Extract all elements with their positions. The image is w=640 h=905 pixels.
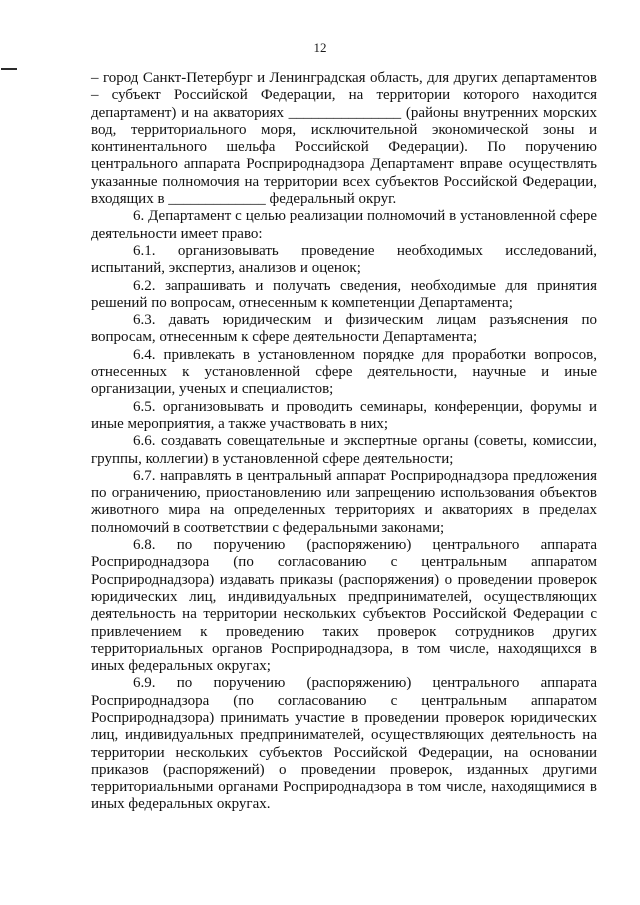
paragraph-6-9: 6.9. по поручению (распоряжению) центрального аппарата Росприроднадзора (по согласованию с центральным аппаратом Росприроднадзора) принимать участие в проведении проверок юридических лиц, индивидуальных предпринимателей, осуществляющих деятельность на территории нескольких субъектов Российской Федерации, на основании приказов (распоряжений) о проведении проверок, изданных другими территориальными органами Росприроднадзора в том числе, находящимися в иных федеральных округах.	[91, 675, 597, 813]
paragraph-6: 6. Департамент с целью реализации полномочий в установленной сфере деятельности имеет право:	[91, 208, 597, 242]
paragraph-6-5: 6.5. организовывать и проводить семинары, конференции, форумы и иные мероприятия, а также участвовать в них;	[91, 398, 597, 432]
paragraph-6-1: 6.1. организовывать проведение необходимых исследований, испытаний, экспертиз, анализов и оценок;	[91, 242, 597, 277]
paragraph-6-6: 6.6. создавать совещательные и экспертные органы (советы, комиссии, группы, коллегии) в установленной сфере деятельности;	[91, 433, 597, 467]
paragraph-6-8: 6.8. по поручению (распоряжению) центрального аппарата Росприроднадзора (по согласованию с центральным аппаратом Росприроднадзора) издавать приказы (распоряжения) о проведении проверок юридических лиц, индивидуальных предпринимателей, осуществляющих деятельность на территории нескольких субъектов Российской Федерации с привлечением к проведению таких проверок сотрудников других территориальных органов Росприроднадзора, в том числе, находящихся в иных федеральных округах;	[91, 537, 597, 675]
scan-margin-mark	[1, 68, 17, 70]
paragraph-6-7: 6.7. направлять в центральный аппарат Росприроднадзора предложения по ограничению, приостановлению или запрещению использования объектов животного мира на определенных территориях и акваториях в пределах полномочий в соответствии с федеральными законами;	[91, 467, 597, 536]
paragraph-6-4: 6.4. привлекать в установленном порядке для проработки вопросов, отнесенных к установленной сфере деятельности, научные и иные организации, ученых и специалистов;	[91, 346, 597, 398]
paragraph-continuation: – город Санкт-Петербург и Ленинградская область, для других департаментов – субъект Российской Федерации, на территории которого находится департамент) и на акваториях _______________ (районы внутренних морских вод, территориального моря, исключительной экономической зоны и континентального шельфа Российской Федерации). По поручению центрального аппарата Росприроднадзора Департамент вправе осуществлять указанные полномочия на территории всех субъектов Российской Федерации, входящих в _____________ федеральный округ.	[91, 70, 597, 208]
paragraph-6-2: 6.2. запрашивать и получать сведения, необходимые для принятия решений по вопросам, отнесенным к компетенции Департамента;	[91, 277, 597, 311]
page-number: 12	[313, 40, 327, 55]
paragraph-6-3: 6.3. давать юридическим и физическим лицам разъяснения по вопросам, отнесенным к сфере деятельности Департамента;	[91, 312, 597, 346]
document-body	[91, 70, 597, 814]
